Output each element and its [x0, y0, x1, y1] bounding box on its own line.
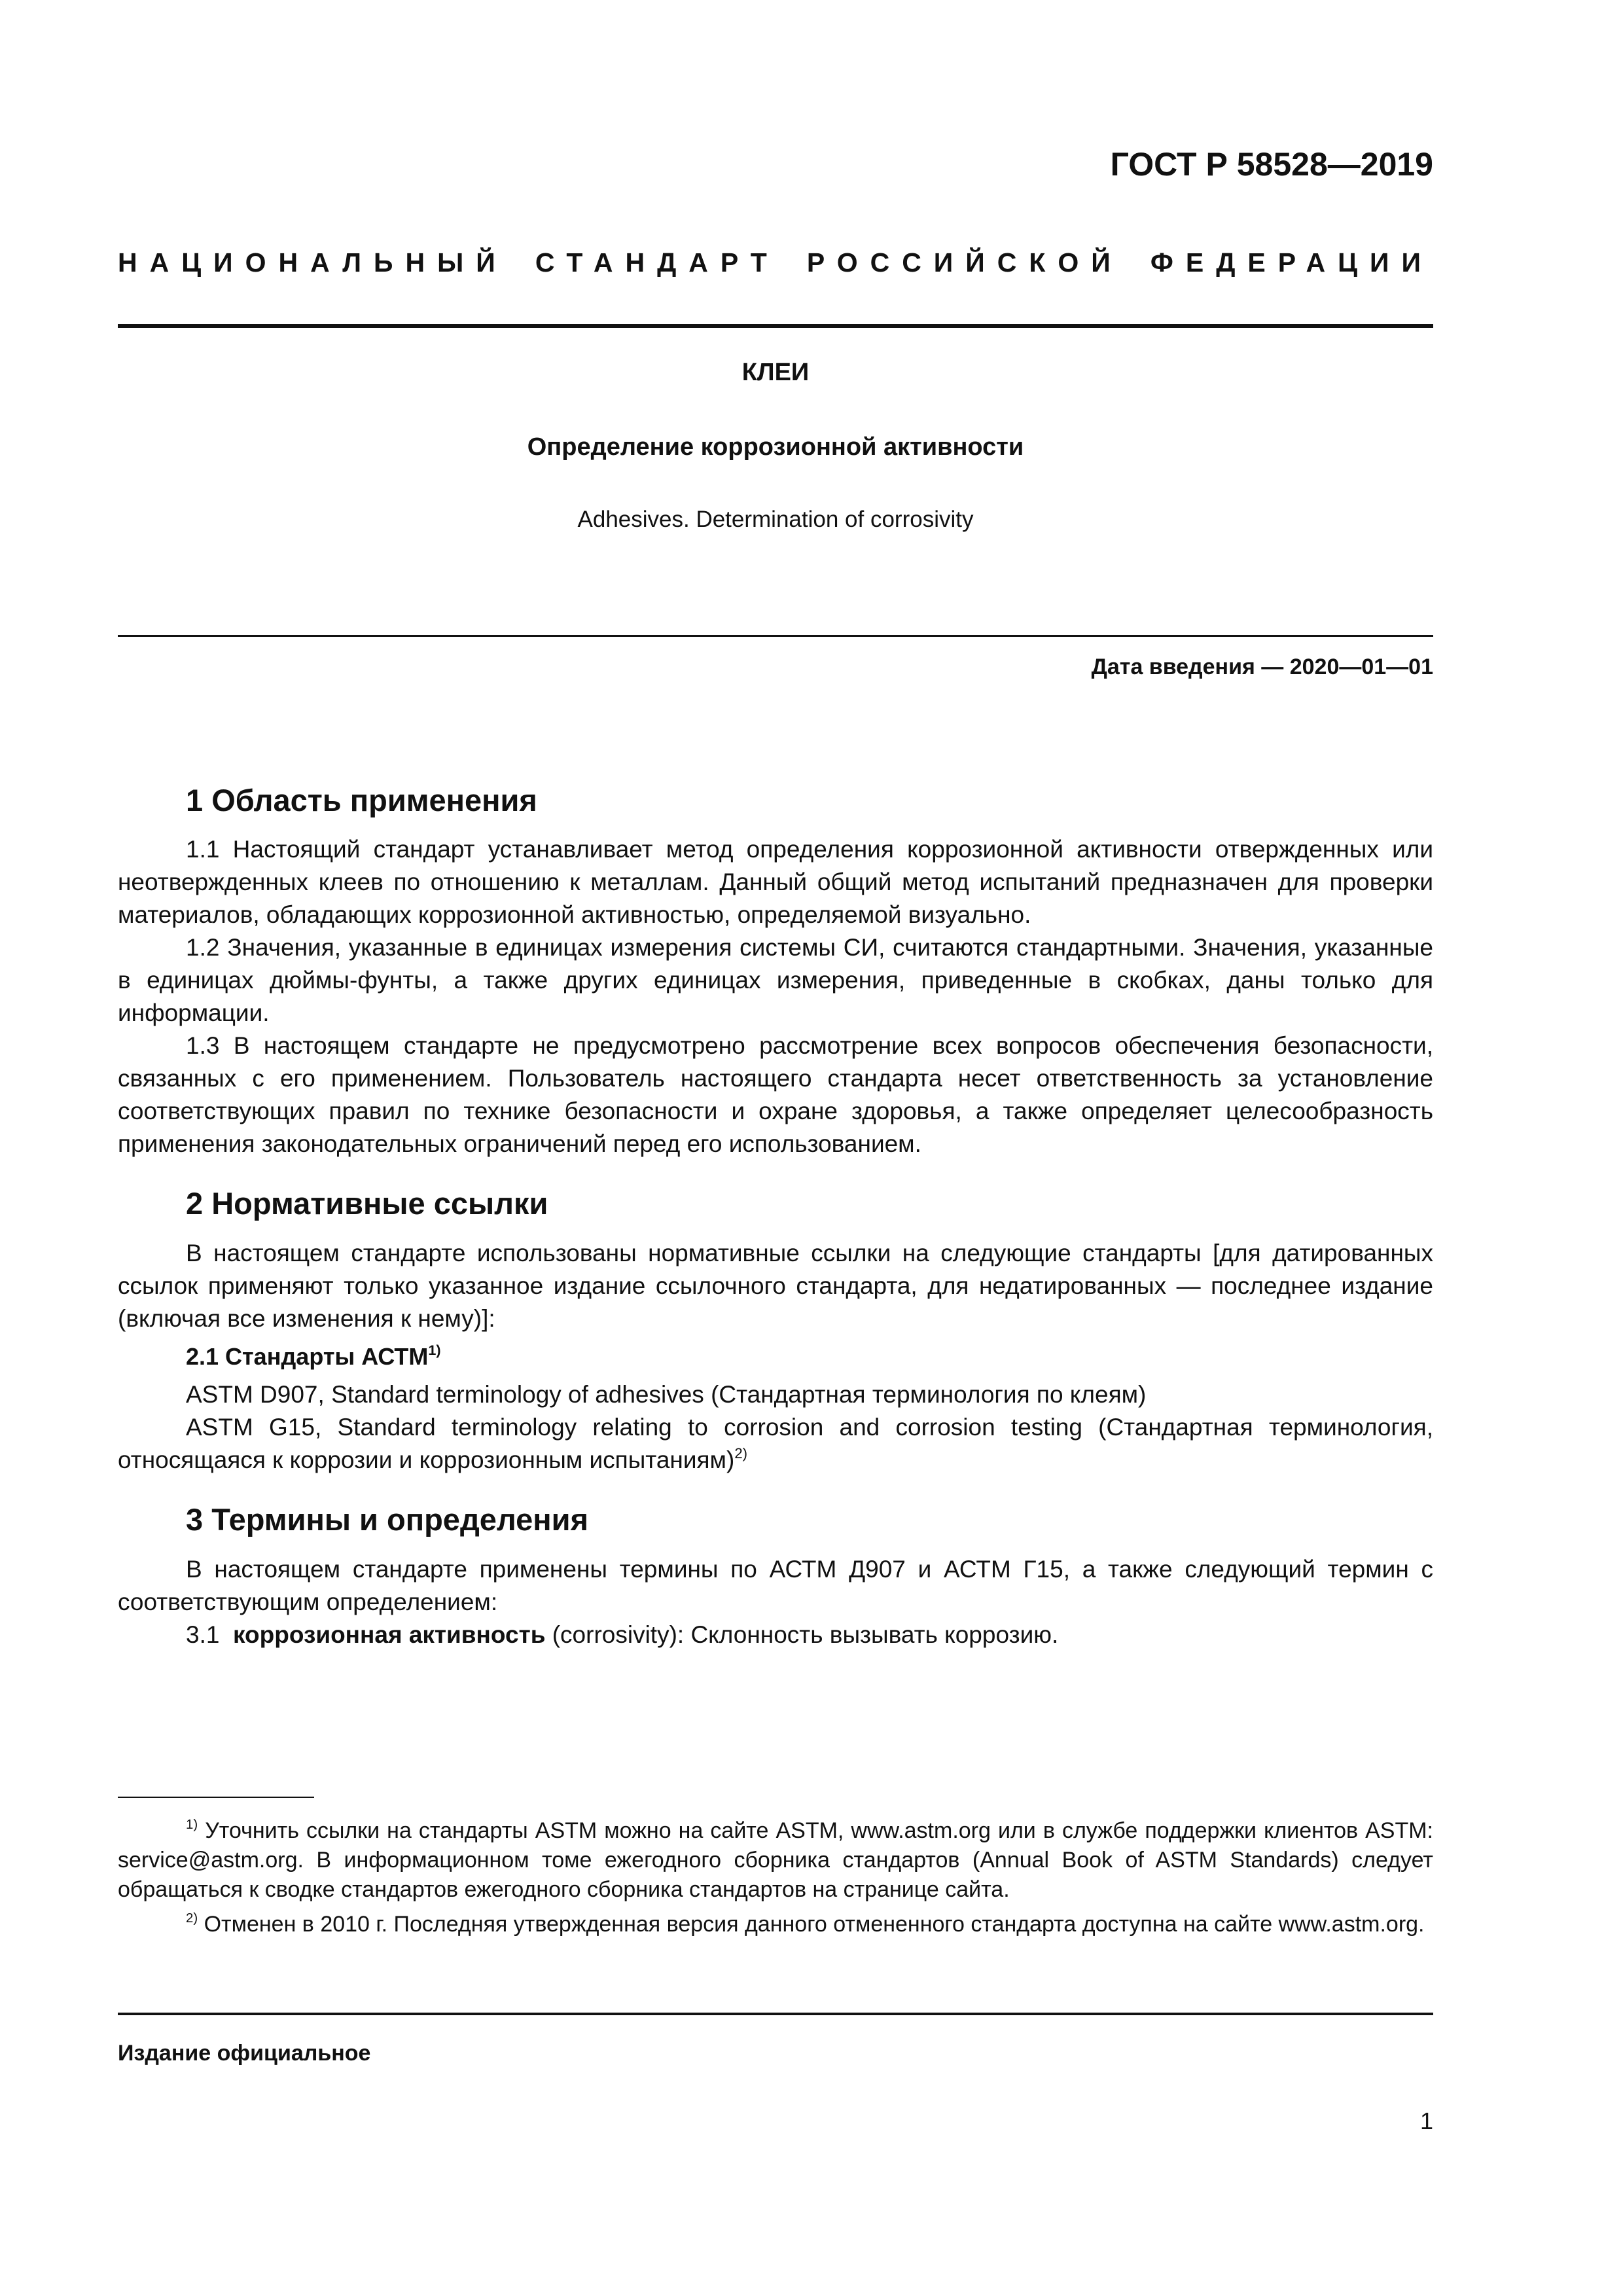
paragraph: 1.2 Значения, указанные в единицах измерения системы СИ, считаются стандартными. Значения, указанные в единицах дюймы-фунты, а также других единицах измерения, приведенные в скобках, даны только для информации.: [118, 934, 1433, 1027]
footer-divider: [118, 2013, 1433, 2015]
section-heading: 3 Термины и определения: [186, 1502, 588, 1537]
term-name: коррозионная активность: [233, 1621, 546, 1648]
standard-banner: НАЦИОНАЛЬНЫЙ СТАНДАРТ РОССИЙСКОЙ ФЕДЕРАЦИИ: [118, 247, 1433, 278]
term-definition: 3.1 коррозионная активность (corrosivity): Склонность вызывать коррозию.: [186, 1621, 1059, 1648]
footnote: $^{2)}$ Отменен в 2010 г. Последняя утвержденная версия данного отмененного стандарта доступна на сайте www.astm.org.: [186, 1910, 1425, 1937]
introduction-date: Дата введения — 2020—01—01: [1091, 655, 1433, 679]
page-number: 1: [1419, 2108, 1433, 2134]
section-heading: 1 Область применения: [186, 783, 537, 817]
section-normative-references: [118, 1185, 1433, 1477]
section-scope: [118, 782, 1433, 1160]
subsection-heading: 2.1 Стандарты АСТМ$^{1)}$: [186, 1341, 441, 1370]
footnote: $^{1)}$ Уточнить ссылки на стандарты ASTM можно на сайте ASTM, www.astm.org или в службе поддержки клиентов ASTM: service@astm.org. В информационном томе ежегодного сборника стандартов (Annual Book of ASTM Standards) следует обращаться к сводке стандартов ежегодного сборника стандартов на странице сайта.: [118, 1817, 1433, 1902]
section-terms: [118, 1501, 1433, 1651]
reference-item: ASTM G15, Standard terminology relating to corrosion and corrosion testing (Стандартная терминология, относящаяся к коррозии и коррозионным испытаниям)$^{2)}$: [118, 1414, 1433, 1474]
paragraph: В настоящем стандарте применены термины по АСТМ Д907 и АСТМ Г15, а также следующий термин с соответствующим определением:: [118, 1555, 1433, 1615]
document-subtitle: Определение коррозионной активности: [527, 433, 1024, 461]
paragraph: 1.1 Настоящий стандарт устанавливает метод определения коррозионной активности отвержденных или неотвержденных клеев по отношению к металлам. Данный общий метод испытаний предназначен для проверки материалов, обладающих коррозионной активностью, определяемой визуально.: [118, 836, 1433, 929]
footnote-mark: 2): [734, 1444, 748, 1462]
footnote-mark: 1): [428, 1341, 441, 1358]
edition-label: Издание официальное: [118, 2041, 371, 2066]
document-body: [118, 782, 1433, 1676]
english-title: Adhesives. Determination of corrosivity: [577, 507, 974, 532]
section-heading: 2 Нормативные ссылки: [186, 1186, 548, 1221]
document-id: ГОСТ Р 58528—2019: [1110, 146, 1433, 183]
header-divider: [118, 324, 1433, 328]
title-divider: [118, 635, 1433, 637]
footnotes: [118, 1816, 1433, 1945]
paragraph: 1.3 В настоящем стандарте не предусмотрено рассмотрение всех вопросов обеспечения безопасности, связанных с его применением. Пользователь настоящего стандарта несет ответственность за установление соответствующих правил по технике безопасности и охране здоровья, а также определяет целесообразность применения законодательных ограничений перед его использованием.: [118, 1032, 1433, 1158]
footnote-divider: [118, 1797, 314, 1798]
reference-item: ASTM D907, Standard terminology of adhesives (Стандартная терминология по клеям): [186, 1381, 1147, 1408]
paragraph: В настоящем стандарте использованы нормативные ссылки на следующие стандарты [для датированных ссылок применяют только указанное издание ссылочного стандарта, для недатированных — последнее издание (включая все изменения к нему)]:: [118, 1239, 1433, 1332]
document-title: КЛЕИ: [741, 359, 810, 386]
